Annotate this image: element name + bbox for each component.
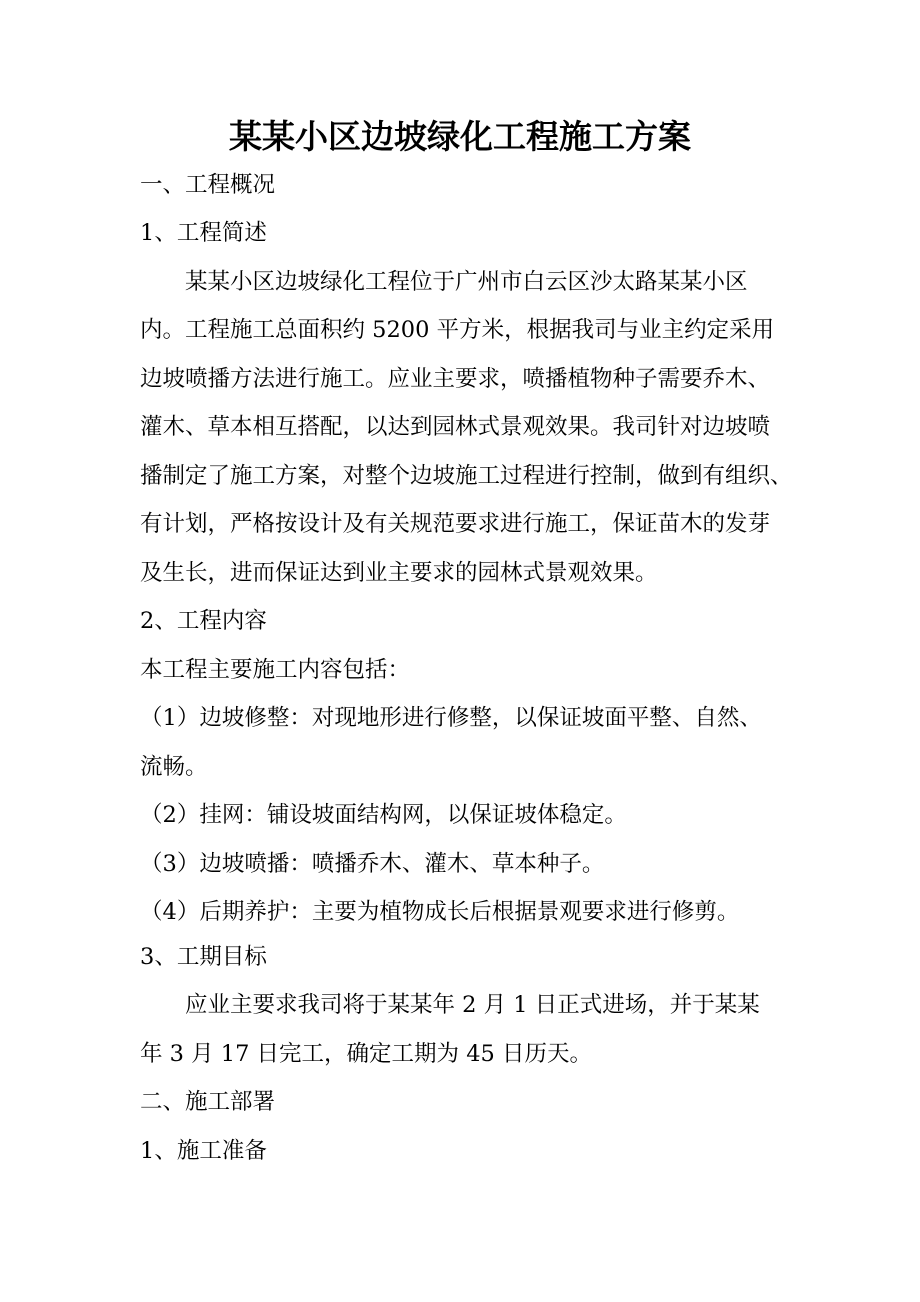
paragraph-line: 播制定了施工方案，对整个边坡施工过程进行控制，做到有组织、	[140, 463, 793, 489]
paragraph-line: 及生长，进而保证达到业主要求的园林式景观效果。	[140, 560, 658, 586]
document-title: 某某小区边坡绿化工程施工方案	[229, 117, 691, 156]
list-item-line: （4）后期养护：主要为植物成长后根据景观要求进行修剪。	[140, 899, 740, 925]
list-item-line: （1）边坡修整：对现地形进行修整，以保证坡面平整、自然、	[140, 705, 762, 731]
subsection-heading-summary: 1、工程简述	[140, 220, 267, 246]
paragraph-line: 有计划，严格按设计及有关规范要求进行施工，保证苗木的发芽	[140, 511, 771, 537]
paragraph-line: 应业主要求我司将于某某年 2 月 1 日正式进场，并于某某	[185, 992, 760, 1018]
paragraph-line: 边坡喷播方法进行施工。应业主要求，喷播植物种子需要乔木、	[140, 366, 771, 392]
list-item-line: （3）边坡喷播：喷播乔木、灌木、草本种子。	[140, 851, 605, 877]
paragraph-line: 灌木、草本相互搭配，以达到园林式景观效果。我司针对边坡喷	[140, 414, 771, 440]
paragraph-line: 某某小区边坡绿化工程位于广州市白云区沙太路某某小区	[185, 269, 748, 295]
paragraph-line: 本工程主要施工内容包括：	[140, 657, 411, 683]
subsection-heading-schedule: 3、工期目标	[140, 944, 267, 970]
subsection-heading-preparation: 1、施工准备	[140, 1138, 267, 1164]
subsection-heading-content: 2、工程内容	[140, 608, 267, 634]
section-heading-deployment: 二、施工部署	[140, 1089, 276, 1115]
list-item-line: （2）挂网：铺设坡面结构网，以保证坡体稳定。	[140, 802, 627, 828]
list-item-line: 流畅。	[140, 754, 208, 780]
paragraph-line: 年 3 月 17 日完工，确定工期为 45 日历天。	[140, 1041, 592, 1067]
section-heading-overview: 一、工程概况	[140, 172, 276, 198]
paragraph-line: 内。工程施工总面积约 5200 平方米，根据我司与业主约定采用	[140, 317, 775, 343]
